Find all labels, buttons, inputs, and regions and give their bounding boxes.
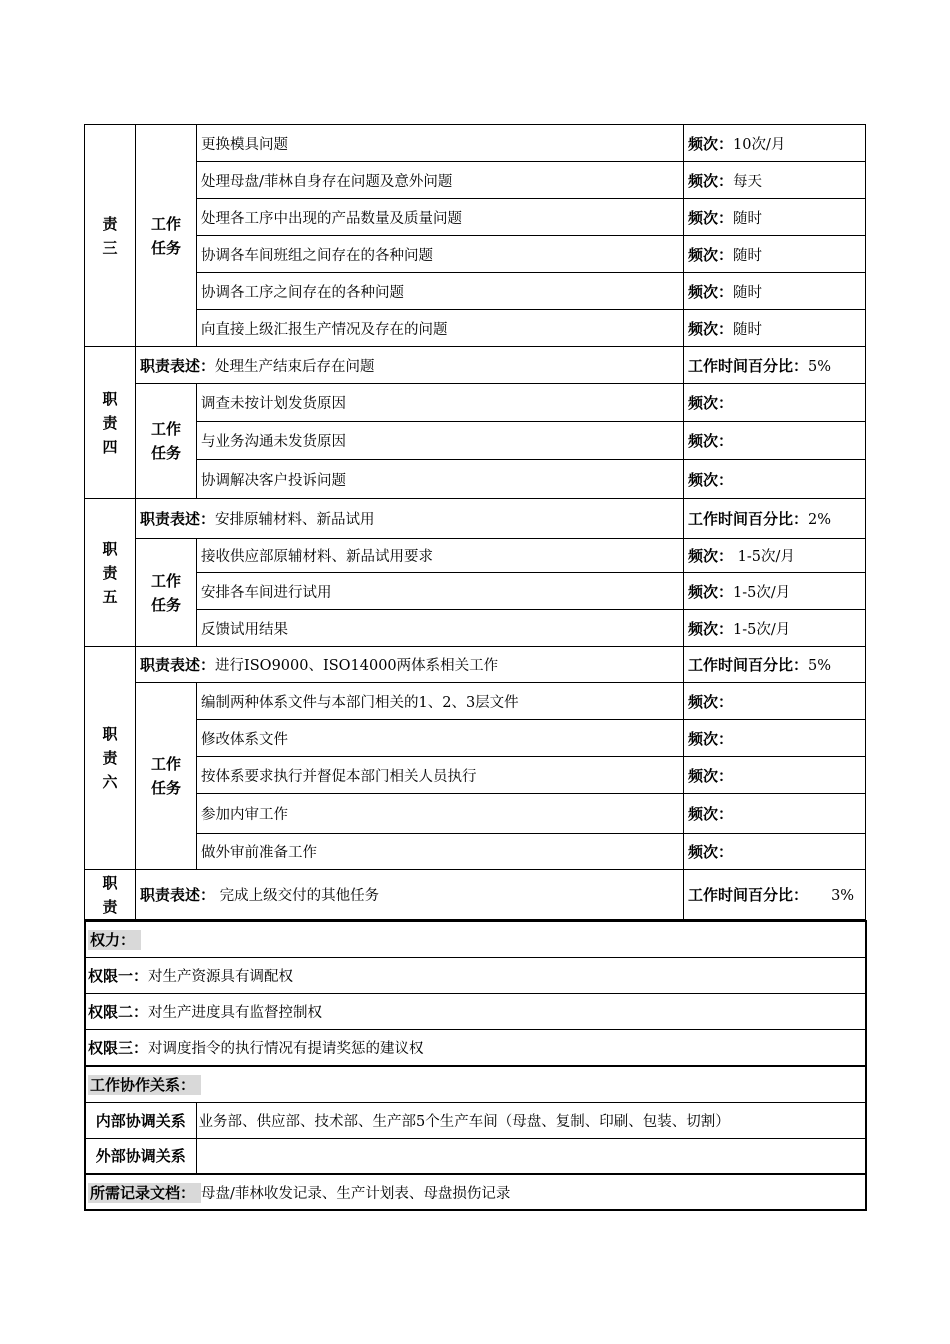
duty-description: 职责表述： 完成上级交付的其他任务 <box>136 870 684 920</box>
duty6-label: 职 责 六 <box>85 647 136 870</box>
duty6-task-label: 工作 任务 <box>136 683 197 870</box>
task-frequency: 频次： 1-5次/月 <box>684 539 866 573</box>
task-frequency: 频次： <box>684 794 866 834</box>
task-text: 编制两种体系文件与本部门相关的1、2、3层文件 <box>197 683 684 720</box>
records-row <box>85 1174 866 1210</box>
task-frequency: 频次：随时 <box>684 199 866 236</box>
duty3-label: 责 三 <box>85 125 136 347</box>
task-text: 参加内审工作 <box>197 794 684 834</box>
duty5-label: 职 责 五 <box>85 499 136 647</box>
authority-row <box>85 993 866 1029</box>
external-coordination-value <box>196 1138 866 1174</box>
authority-row <box>85 1029 866 1066</box>
internal-coordination-row <box>85 1102 866 1138</box>
duty5-task-label: 工作 任务 <box>136 539 197 647</box>
task-frequency: 频次：10次/月 <box>684 125 866 162</box>
duty7-desc-row <box>85 870 866 920</box>
job-description-page <box>84 124 865 1211</box>
authority-title: 权力： <box>85 921 866 957</box>
task-text: 接收供应部原辅材料、新品试用要求 <box>197 539 684 573</box>
duty3-task-row <box>85 125 866 162</box>
task-text: 与业务沟通未发货原因 <box>197 422 684 460</box>
task-frequency: 频次： <box>684 720 866 757</box>
external-coordination-row <box>85 1138 866 1174</box>
duty4-task-row <box>85 384 866 422</box>
authority-table <box>84 920 867 1211</box>
task-frequency: 频次： <box>684 683 866 720</box>
duty4-task-row <box>85 460 866 499</box>
duty-description: 职责表述：安排原辅材料、新品试用 <box>136 499 684 539</box>
task-frequency: 频次：随时 <box>684 236 866 273</box>
time-percentage: 工作时间百分比： 3% <box>684 870 866 920</box>
task-frequency: 频次：每天 <box>684 162 866 199</box>
task-frequency: 频次： <box>684 460 866 499</box>
task-text: 做外审前准备工作 <box>197 834 684 870</box>
duty3-task-row <box>85 273 866 310</box>
authority-item: 权限三：对调度指令的执行情况有提请奖惩的建议权 <box>85 1029 866 1066</box>
task-text: 更换模具问题 <box>197 125 684 162</box>
task-text: 向直接上级汇报生产情况及存在的问题 <box>197 310 684 347</box>
internal-coordination-label: 内部协调关系 <box>85 1102 196 1138</box>
duty3-task-row <box>85 310 866 347</box>
time-percentage: 工作时间百分比：5% <box>684 347 866 384</box>
duty6-task-row <box>85 794 866 834</box>
task-text: 反馈试用结果 <box>197 610 684 647</box>
records-cell: 所需记录文档： 母盘/菲林收发记录、生产计划表、母盘损伤记录 <box>85 1174 866 1210</box>
duty4-task-label: 工作 任务 <box>136 384 197 499</box>
task-frequency: 频次： <box>684 422 866 460</box>
duty5-desc-row <box>85 499 866 539</box>
authority-item: 权限一：对生产资源具有调配权 <box>85 957 866 993</box>
cooperation-title-row <box>85 1066 866 1102</box>
task-frequency: 频次： <box>684 384 866 422</box>
duty6-desc-row <box>85 647 866 683</box>
task-text: 安排各车间进行试用 <box>197 573 684 610</box>
duty6-task-row <box>85 757 866 794</box>
internal-coordination-value: 业务部、供应部、技术部、生产部5个生产车间（母盘、复制、印刷、包装、切割） <box>196 1102 866 1138</box>
time-percentage: 工作时间百分比：2% <box>684 499 866 539</box>
task-text: 调查未按计划发货原因 <box>197 384 684 422</box>
task-frequency: 频次：1-5次/月 <box>684 610 866 647</box>
task-text: 协调各工序之间存在的各种问题 <box>197 273 684 310</box>
duty7-label: 职 责 <box>85 870 136 920</box>
duty3-task-label: 工作 任务 <box>136 125 197 347</box>
duties-table <box>84 124 866 920</box>
duty3-task-row <box>85 162 866 199</box>
duty4-desc-row <box>85 347 866 384</box>
duty-description: 职责表述：进行ISO9000、ISO14000两体系相关工作 <box>136 647 684 683</box>
task-frequency: 频次：随时 <box>684 310 866 347</box>
duty6-task-row <box>85 720 866 757</box>
task-text: 修改体系文件 <box>197 720 684 757</box>
task-text: 按体系要求执行并督促本部门相关人员执行 <box>197 757 684 794</box>
task-frequency: 频次：1-5次/月 <box>684 573 866 610</box>
task-text: 处理各工序中出现的产品数量及质量问题 <box>197 199 684 236</box>
duty5-task-row <box>85 610 866 647</box>
task-frequency: 频次： <box>684 834 866 870</box>
duty6-task-row <box>85 683 866 720</box>
task-frequency: 频次： <box>684 757 866 794</box>
duty4-label: 职 责 四 <box>85 347 136 499</box>
duty3-task-row <box>85 236 866 273</box>
authority-item: 权限二：对生产进度具有监督控制权 <box>85 993 866 1029</box>
authority-title-row <box>85 921 866 957</box>
duty5-task-row <box>85 573 866 610</box>
duty-description: 职责表述：处理生产结束后存在问题 <box>136 347 684 384</box>
task-text: 协调各车间班组之间存在的各种问题 <box>197 236 684 273</box>
duty6-task-row <box>85 834 866 870</box>
authority-row <box>85 957 866 993</box>
external-coordination-label: 外部协调关系 <box>85 1138 196 1174</box>
duty4-task-row <box>85 422 866 460</box>
cooperation-title: 工作协作关系： <box>85 1066 866 1102</box>
time-percentage: 工作时间百分比：5% <box>684 647 866 683</box>
duty5-task-row <box>85 539 866 573</box>
task-frequency: 频次：随时 <box>684 273 866 310</box>
duty3-task-row <box>85 199 866 236</box>
task-text: 协调解决客户投诉问题 <box>197 460 684 499</box>
task-text: 处理母盘/菲林自身存在问题及意外问题 <box>197 162 684 199</box>
